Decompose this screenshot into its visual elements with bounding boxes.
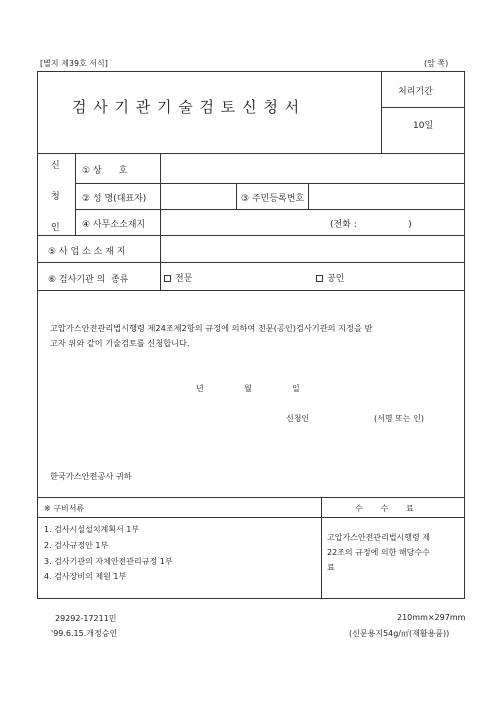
document-item: 4. 검사장비의 제원 1부 xyxy=(44,572,127,581)
checkbox-icon xyxy=(164,275,171,282)
inspection-type-label: ⑥ 검사기관 의 종류 xyxy=(48,275,129,285)
option-public[interactable]: 공인 xyxy=(316,271,344,284)
applicant-sign-label: 신청인 xyxy=(286,414,310,423)
phone-label: (전화 : ) xyxy=(330,220,412,230)
form-frame xyxy=(37,71,465,599)
representative-label: ② 성 명(대표자) xyxy=(82,194,147,204)
processing-period-value: 10일 xyxy=(413,121,434,131)
office-address-field[interactable] xyxy=(161,210,326,235)
fee-text-line-3: 료 xyxy=(327,563,335,572)
date-year-label: 년 xyxy=(196,384,204,393)
resident-number-label: ③ 주민등록번호 xyxy=(241,194,305,204)
required-documents-header: ※ 구비서류 xyxy=(44,504,85,513)
document-item: 2. 검사규정안 1부 xyxy=(44,541,109,550)
processing-period-label: 처리기간 xyxy=(398,87,433,97)
date-day-label: 일 xyxy=(292,384,300,393)
request-text-line-1: 고압가스안전관리법시행령 제24조제2항의 규정에 의하여 전문(공인)검사기관의 지정을 받 xyxy=(50,323,373,333)
recipient-label: 한국가스안전공사 귀하 xyxy=(50,471,132,481)
page-side-label: (앞 쪽) xyxy=(424,59,449,68)
fee-text-line-1: 고압가스안전관리법시행령 제 xyxy=(327,533,431,542)
form-code: 29292-17211민 xyxy=(55,614,117,623)
paper-size: 210mm×297mm xyxy=(397,613,466,622)
checkbox-icon xyxy=(316,275,323,282)
document-item: 3. 검사기관의 자체안전관리규정 1부 xyxy=(44,557,173,566)
paper-type: (신문용지54g/㎡(재활용품)) xyxy=(349,629,450,638)
office-address-label: ④ 사무소소재지 xyxy=(82,220,146,230)
option-professional[interactable]: 전문 xyxy=(164,271,192,284)
business-location-field[interactable] xyxy=(161,236,464,262)
form-number: [별지 제39호 서식] xyxy=(40,59,108,68)
representative-field[interactable] xyxy=(161,184,236,209)
resident-number-field[interactable] xyxy=(309,184,464,209)
request-text-line-2: 고자 위와 같이 기술검토를 신청합니다. xyxy=(50,338,190,348)
business-name-label: ① 상 호 xyxy=(82,166,128,176)
fee-text-line-2: 22조의 규정에 의한 해당수수 xyxy=(327,548,430,557)
applicant-section-label-3: 인 xyxy=(51,223,60,233)
fee-header: 수 수 료 xyxy=(355,504,414,513)
page-title: 검 사 기 관 기 술 검 토 신 청 서 xyxy=(72,98,301,116)
business-name-field[interactable] xyxy=(161,154,464,183)
applicant-section-label-2: 청 xyxy=(51,192,60,202)
approval-date: '99.6.15.개정승인 xyxy=(51,629,118,638)
applicant-section-label-1: 신 xyxy=(51,161,60,171)
business-location-label: ⑤ 사 업 소 소 재 지 xyxy=(48,247,126,257)
date-month-label: 월 xyxy=(244,384,252,393)
signature-note: (서명 또는 인) xyxy=(374,414,424,423)
document-item: 1. 검사시설설치계획서 1부 xyxy=(44,525,140,534)
